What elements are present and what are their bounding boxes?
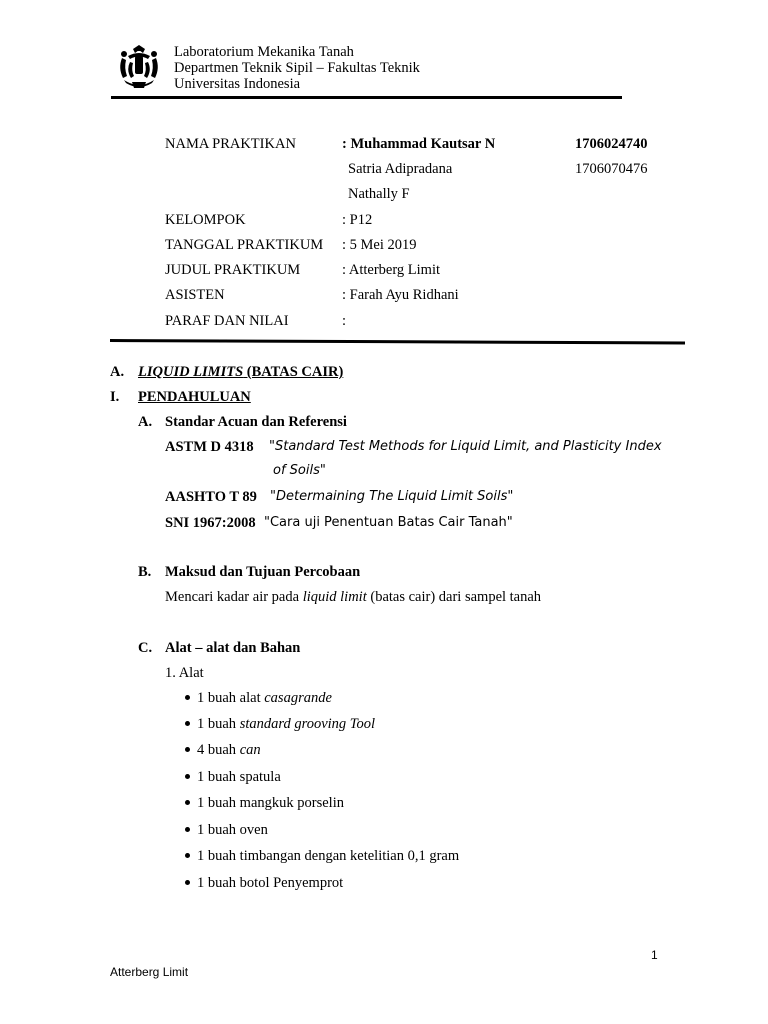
sub-b-text <box>165 588 541 606</box>
header-divider <box>111 96 622 99</box>
nama-praktikan-3: Nathally F <box>348 186 410 202</box>
footer-title: Atterberg Limit <box>110 965 189 979</box>
list-item-italic: casagrande <box>264 690 332 706</box>
kelompok-label: KELOMPOK <box>165 212 246 228</box>
sub-a-marker: A. <box>138 414 153 430</box>
sub-b-title: Maksud dan Tujuan Percobaan <box>165 564 361 580</box>
sub-b-text-italic: liquid limit <box>302 589 367 605</box>
list-item <box>197 847 459 865</box>
nama-praktikan-1: : Muhammad Kautsar N <box>342 136 496 152</box>
list-item-text: 4 buah <box>197 742 240 758</box>
section-a-title <box>138 363 343 381</box>
university-seal-logo <box>114 42 164 92</box>
asisten-value: : Farah Ayu Ridhani <box>342 287 459 303</box>
sub-a-title: Standar Acuan dan Referensi <box>165 414 347 430</box>
section-a-marker: A. <box>110 364 125 380</box>
bullet-icon <box>185 695 190 700</box>
list-item <box>197 689 332 707</box>
ref1-text-cont: of Soils" <box>273 463 326 478</box>
sub-b-marker: B. <box>138 564 152 580</box>
list-item-text: 1 buah alat <box>197 690 265 706</box>
ref2-text: "Determaining The Liquid Limit Soils" <box>270 489 514 504</box>
paraf-label: PARAF DAN NILAI <box>165 313 289 329</box>
judul-value: : Atterberg Limit <box>342 262 440 278</box>
page-number: 1 <box>651 948 658 962</box>
ref3-text: "Cara uji Penentuan Batas Cair Tanah" <box>264 515 513 530</box>
bullet-icon <box>185 853 190 858</box>
ref1-text: "Standard Test Methods for Liquid Limit, and Plasticity Index <box>269 439 662 454</box>
nama-praktikan-2: Satria Adipradana <box>348 161 453 177</box>
section-a-title-rest: (BATAS CAIR) <box>243 364 344 380</box>
bullet-icon <box>185 800 190 805</box>
header-university: Universitas Indonesia <box>174 76 301 92</box>
asisten-label: ASISTEN <box>165 287 225 303</box>
section-a-title-italic: LIQUID LIMITS <box>138 364 244 380</box>
list-item <box>197 821 268 839</box>
list-item <box>197 874 343 892</box>
npm-2: 1706070476 <box>575 161 648 177</box>
list-item-text: 1 buah mangkuk porselin <box>197 795 344 811</box>
list-item-text: 1 buah oven <box>197 822 268 838</box>
tanggal-label: TANGGAL PRAKTIKUM <box>165 237 324 253</box>
bullet-icon <box>185 747 190 752</box>
nama-praktikan-label: NAMA PRAKTIKAN <box>165 136 296 152</box>
npm-1: 1706024740 <box>575 136 648 152</box>
bullet-icon <box>185 774 190 779</box>
list-item-text: 1 buah botol Penyemprot <box>197 875 344 891</box>
paraf-value: : <box>342 313 347 329</box>
list-item-text: 1 buah timbangan dengan ketelitian 0,1 gram <box>197 848 460 864</box>
sub-c-marker: C. <box>138 640 153 656</box>
tanggal-value: : 5 Mei 2019 <box>342 237 417 253</box>
ref1-code: ASTM D 4318 <box>165 439 254 455</box>
sub-b-text-post: (batas cair) dari sampel tanah <box>366 589 542 605</box>
alat-list-title: 1. Alat <box>165 665 204 681</box>
bullet-icon <box>185 827 190 832</box>
list-item-text: 1 buah <box>197 716 240 732</box>
ref2-code: AASHTO T 89 <box>165 489 257 505</box>
list-item-italic: standard grooving Tool <box>239 716 376 732</box>
list-item <box>197 768 281 786</box>
bullet-icon <box>185 721 190 726</box>
list-item-text: 1 buah spatula <box>197 769 281 785</box>
section-i-marker: I. <box>110 389 120 405</box>
header-lab-name: Laboratorium Mekanika Tanah <box>174 44 354 60</box>
sub-b-text-pre: Mencari kadar air pada <box>165 589 303 605</box>
section-i-title: PENDAHULUAN <box>138 389 251 405</box>
header-department: Departmen Teknik Sipil – Fakultas Teknik <box>174 60 420 76</box>
judul-label: JUDUL PRAKTIKUM <box>165 262 301 278</box>
ref3-code: SNI 1967:2008 <box>165 515 256 531</box>
list-item <box>197 741 261 759</box>
list-item-italic: can <box>239 742 261 758</box>
bullet-icon <box>185 880 190 885</box>
kelompok-value: : P12 <box>342 212 373 228</box>
list-item <box>197 715 375 733</box>
info-divider <box>110 339 685 345</box>
sub-c-title: Alat – alat dan Bahan <box>165 640 301 656</box>
list-item <box>197 794 344 812</box>
